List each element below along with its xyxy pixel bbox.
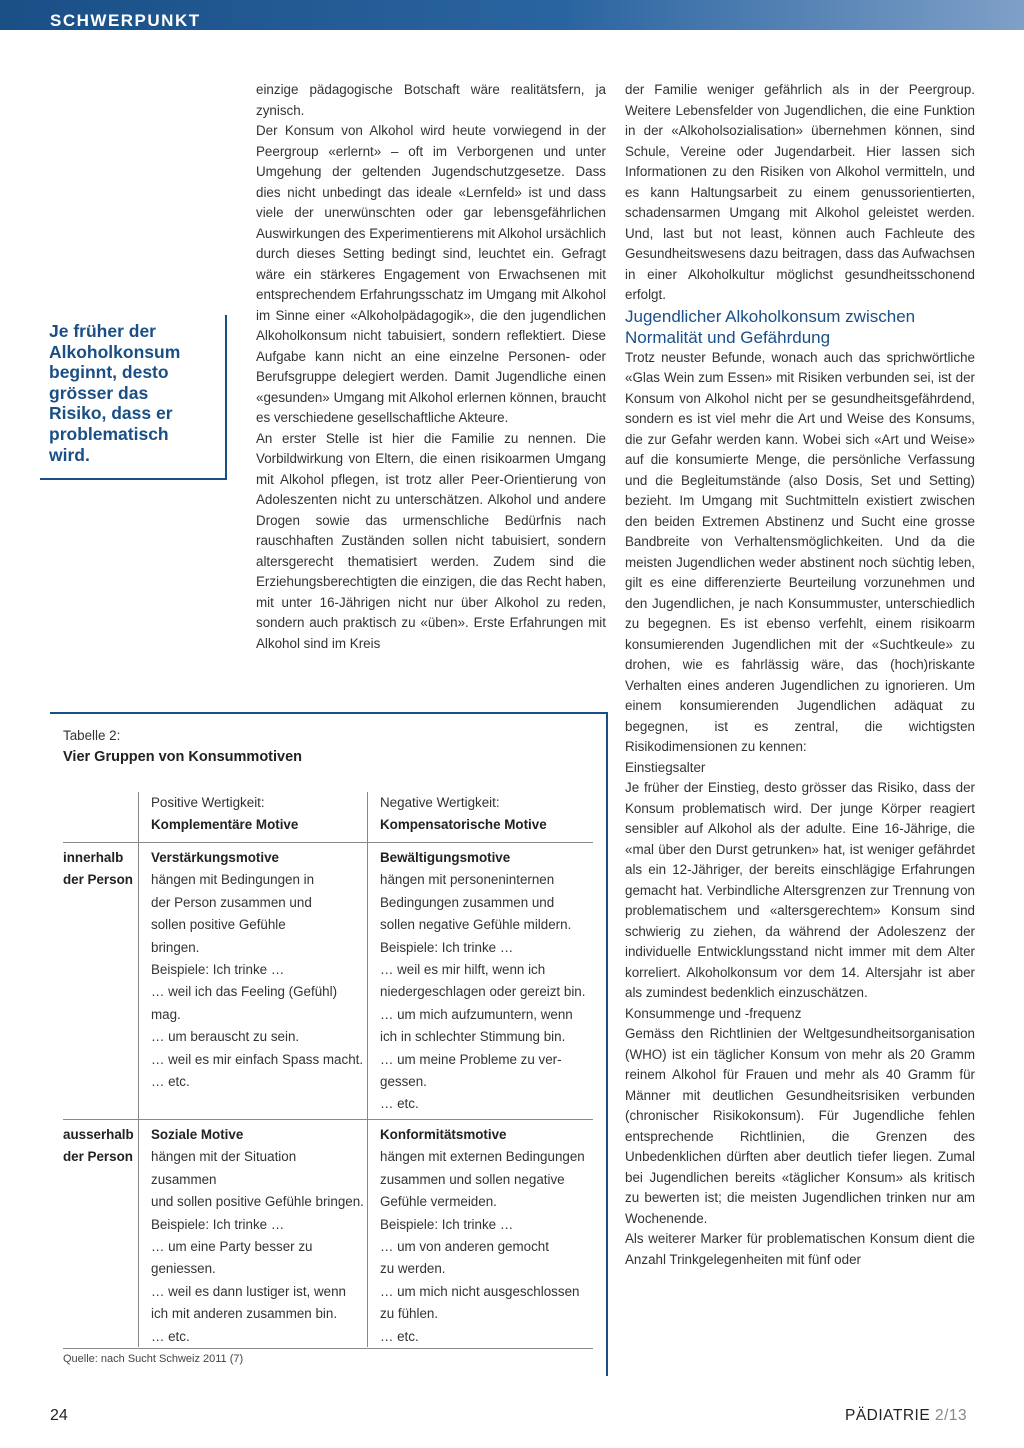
cell-soziale-motive xyxy=(151,1124,365,1348)
magazine-issue: 2/13 xyxy=(934,1407,968,1424)
cell-line: … um von anderen gemocht xyxy=(380,1239,549,1255)
row-label-line: ausserhalb xyxy=(63,1127,134,1142)
right-text-column xyxy=(625,80,975,1270)
pull-quote-line: Alkoholkonsum xyxy=(49,341,181,362)
subheading-konsummenge: Konsummenge und -frequenz xyxy=(625,1005,802,1021)
header-label: Positive Wertigkeit: xyxy=(151,795,265,810)
row-label-line: innerhalb xyxy=(63,850,124,865)
row-label-line: der Person xyxy=(63,872,133,888)
cell-bewaeltigungsmotive xyxy=(380,847,595,1116)
section-header-bar xyxy=(0,0,1024,30)
row-label-line: der Person xyxy=(63,1149,133,1165)
pull-quote-line: grösser das xyxy=(49,382,149,403)
cell-line: bringen. xyxy=(151,939,200,955)
cell-line: … etc. xyxy=(151,1328,190,1344)
cell-line: und sollen positive Gefühle bringen. xyxy=(151,1194,364,1210)
cell-line: sollen negative Gefühle mildern. xyxy=(380,917,572,933)
header-sublabel: Komplementäre Motive xyxy=(151,817,299,833)
section-heading: Jugendlicher Alkoholkonsum zwischen Normalität und Gefährdung xyxy=(625,306,916,347)
body-paragraph: Trotz neuster Befunde, wonach auch das sprichwörtliche «Glas Wein zum Essen» mit Risiken verbunden sei, ist der Konsum von Alkohol nicht per se gesundheitsgefährdend, sondern es ist viel mehr die Art und Weise des Konsums, die zur Gefahr werden kann. Wobei sich «Art und Weise» auf die konsumierte Menge, die persönliche Verfassung und die Begleitumstände (also Dosis, Set und Setting) bezieht. Im Umgang mit Suchtmitteln existiert zwischen den beiden Extremen Abstinenz und Sucht eine grosse Bandbreite von Verhaltensmöglichkeiten. Und da die meisten Jugendlichen weder abstinent noch süchtig leben, gilt es eine differenzierte Beurteilung vorzunehmen und den Jugendlichen, je nach Konsummuster, unterschiedlich zu begegnen. Es ist ebenso verfehlt, einem risikoarm konsumierenden Jugendlichen mit der «Suchtkeule» zu drohen, wie es fahrlässig wäre, das (hoch)riskante Verhalten eines anderen Jugendlichen zu ignorieren. Um einem konsumierenden Jugendlichen adäquat zu begegnen, ist es zentral, die wichtigsten Risikodimensionen zu kennen: xyxy=(625,349,975,754)
cell-line: … etc. xyxy=(151,1074,190,1090)
cell-line: … weil es mir einfach Spass macht. xyxy=(151,1051,364,1067)
table-caption: Tabelle 2: xyxy=(63,728,121,743)
cell-line: Beispiele: Ich trinke … xyxy=(380,1216,514,1232)
cell-line: … weil ich das Feeling (Gefühl) xyxy=(151,984,338,1000)
cell-line: Bedingungen zusammen und xyxy=(380,894,555,910)
cell-line: gessen. xyxy=(380,1074,427,1090)
cell-line: zu werden. xyxy=(380,1261,446,1277)
cell-line: zusammen und sollen negative xyxy=(380,1171,565,1187)
cell-line: … etc. xyxy=(380,1096,419,1112)
pull-quote-line: Je früher der xyxy=(49,321,156,341)
cell-line: hängen mit der Situation zusammen xyxy=(151,1149,297,1187)
body-paragraph: Der Konsum von Alkohol wird heute vorwiegend in der Peergroup «erlernt» – oft im Verborgenen und unter Umgehung der geltenden Jugendschutzgesetze. Dass dies nicht unbedingt das ideale «Lernfeld» ist und dass viele der unerwünschten oder gar lebensgefährlichen Auswirkungen des Experimentierens mit Alkohol ursächlich durch dieses Setting bedingt sind, leuchtet ein. Gefragt wäre ein stärkeres Engagement von Erwachsenen mit entsprechendem Erfahrungsschatz im Umgang mit Alkohol im Sinne einer «Alkoholpädagogik», die den jugendlichen Alkoholkonsum nicht tabuisiert, sondern reflektiert. Diese Aufgabe kann nicht an eine einzelne Personen- oder Berufsgruppe delegiert werden. Damit Jugendliche einen «gesunden» Umgang mit Alkohol erlernen können, braucht es verschiedene gesellschaftliche Akteure. xyxy=(256,123,606,425)
table-divider xyxy=(138,792,139,1347)
cell-line: hängen mit personeninternen xyxy=(380,872,555,888)
cell-line: sollen positive Gefühle xyxy=(151,917,286,933)
body-paragraph: der Familie weniger gefährlich als in der Peergroup. Weitere Lebensfelder von Jugendlichen, die eine Funktion in der «Alkoholsozialisation» übernehmen können, sind Schule, Vereine oder Jugendarbeit. Hier lassen sich Informationen zu den Risiken von Alkohol vermitteln, und es kann Haltungsarbeit zu einem genussorientierten, schadensarmen Umgang mit Alkohol geleistet werden. Und, last but not least, können auch Fachleute des Gesundheitswesens dazu beitragen, dass das Aufwachsen in einer Alkoholkultur möglichst gesundheitsschonend erfolgt. xyxy=(625,82,975,302)
cell-title: Konformitätsmotive xyxy=(380,1127,507,1142)
table-source: Quelle: nach Sucht Schweiz 2011 (7) xyxy=(63,1353,244,1365)
cell-title: Bewältigungsmotive xyxy=(380,850,511,865)
table-divider xyxy=(63,1348,593,1349)
body-paragraph: Je früher der Einstieg, desto grösser das Risiko, dass der Konsum problematisch wird. Der junge Körper reagiert sensibler auf Alkohol als der adulte. Eine 16-Jährige, die «mal über den Durst getrunken» hat, ist weniger gefährdet als ein 12-Jähriger, der bereits einschlägige Erfahrungen gemacht hat. Verbindliche Altersgrenzen zur Trennung von problematischem und «altersgerechtem» Konsum sind schwierig zu ziehen, da während der Adoleszenz der individuelle Entwicklungsstand nicht immer mit dem Alter korreliert. Alkoholkonsum vor dem 14. Altersjahr ist aber als zumindest bedenklich einzuschätzen. xyxy=(625,780,975,1000)
cell-line: … um berauscht zu sein. xyxy=(151,1029,300,1045)
cell-line: ich mit anderen zusammen bin. xyxy=(151,1306,338,1322)
cell-verstaerkungsmotive xyxy=(151,847,365,1093)
cell-line: … um eine Party besser zu xyxy=(151,1239,313,1255)
cell-title: Soziale Motive xyxy=(151,1127,244,1142)
pull-quote-line: problematisch xyxy=(49,423,169,444)
table-consumption-motives xyxy=(50,712,608,1376)
magazine-title: PÄDIATRIE xyxy=(845,1407,931,1424)
row-label-innerhalb xyxy=(63,847,137,892)
middle-text-column xyxy=(256,80,606,654)
cell-line: … um mich aufzumuntern, wenn xyxy=(380,1006,573,1022)
pull-quote-line: Risiko, dass er xyxy=(49,403,173,424)
cell-line: Beispiele: Ich trinke … xyxy=(151,1216,285,1232)
cell-title: Verstärkungsmotive xyxy=(151,850,280,865)
pull-quote-line: wird. xyxy=(49,444,90,465)
table-header-negative xyxy=(380,792,595,837)
cell-line: … weil es mir hilft, wenn ich xyxy=(380,962,546,978)
cell-line: Gefühle vermeiden. xyxy=(380,1194,497,1210)
cell-line: niedergeschlagen oder gereizt bin. xyxy=(380,984,586,1000)
section-title: SCHWERPUNKT xyxy=(50,11,201,30)
cell-line: Beispiele: Ich trinke … xyxy=(151,962,285,978)
cell-line: Beispiele: Ich trinke … xyxy=(380,939,514,955)
cell-line: ich in schlechter Stimmung bin. xyxy=(380,1029,566,1045)
header-label: Negative Wertigkeit: xyxy=(380,795,500,810)
cell-line: geniessen. xyxy=(151,1261,216,1277)
subheading-einstiegsalter: Einstiegsalter xyxy=(625,759,706,775)
cell-line: hängen mit externen Bedingungen xyxy=(380,1149,585,1165)
cell-line: … um meine Probleme zu ver- xyxy=(380,1051,562,1067)
cell-konformitaetsmotive xyxy=(380,1124,595,1348)
page-number: 24 xyxy=(50,1407,68,1424)
table-header-positive xyxy=(151,792,363,837)
body-paragraph: An erster Stelle ist hier die Familie zu nennen. Die Vorbildwirkung von Eltern, die einen risikoarmen Umgang mit Alkohol pflegen, ist trotz aller Peer-Orientierung von Adoleszenten nicht zu unterschätzen. Alkohol und andere Drogen sowie das urmenschliche Bedürfnis nach rauschhaften Zuständen sollen nicht tabuisiert, sondern altersgerecht thematisiert werden. Zudem sind die Erziehungsberechtigten die einzigen, die das Recht haben, mit unter 16-Jährigen nicht nur über Alkohol zu reden, sondern auch praktisch zu «üben». Erste Erfahrungen mit Alkohol sind im Kreis xyxy=(256,430,606,651)
body-paragraph: einzige pädagogische Botschaft wäre realitätsfern, ja zynisch. xyxy=(256,82,606,118)
header-sublabel: Kompensatorische Motive xyxy=(380,817,547,833)
pull-quote-line: beginnt, desto xyxy=(49,362,169,383)
table-title: Vier Gruppen von Konsummotiven xyxy=(63,749,303,765)
body-paragraph: Gemäss den Richtlinien der Weltgesundheitsorganisation (WHO) ist ein täglicher Konsum von mehr als 20 Gramm reinem Alkohol für Frauen und mehr als 40 Gramm für Männer mit deutlichen Gesundheitsrisiken verbunden (chronischer Risikokonsum). Für Jugendliche fehlen entsprechende Richtlinien, die Grenzen des Unbedenklichen dürften aber deutlich tiefer liegen. Zumal bei Jugendlichen bereits «täglicher Konsum» als kritisch zu bewerten ist; die meisten Jugendlichen trinken nur am Wochenende. xyxy=(625,1026,975,1226)
cell-line: mag. xyxy=(151,1006,181,1022)
body-paragraph: Als weiterer Marker für problematischen Konsum dient die Anzahl Trinkgelegenheiten mit fünf oder xyxy=(625,1231,975,1267)
magazine-name xyxy=(845,1406,967,1426)
table-divider xyxy=(63,1119,593,1120)
cell-line: der Person zusammen und xyxy=(151,894,312,910)
cell-line: hängen mit Bedingungen in xyxy=(151,872,315,888)
row-label-ausserhalb xyxy=(63,1124,137,1169)
cell-line: … weil es dann lustiger ist, wenn xyxy=(151,1283,347,1299)
table-divider xyxy=(63,842,593,843)
pull-quote xyxy=(40,315,227,480)
cell-line: zu fühlen. xyxy=(380,1306,439,1322)
table-divider xyxy=(367,792,368,1347)
cell-line: … um mich nicht ausgeschlossen xyxy=(380,1283,580,1299)
cell-line: … etc. xyxy=(380,1328,419,1344)
